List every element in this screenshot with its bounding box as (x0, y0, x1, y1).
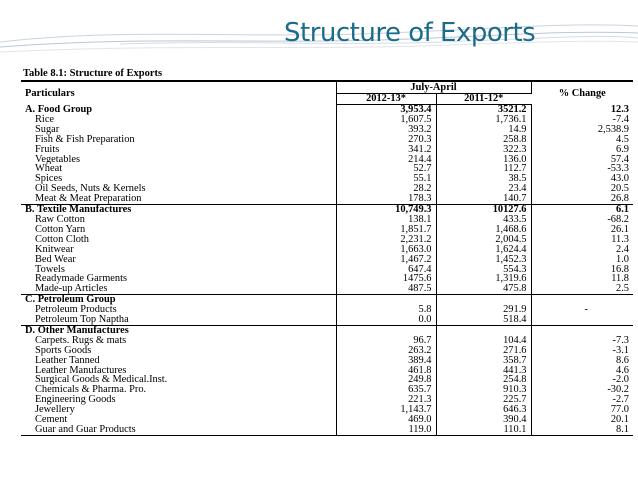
value-2011-12: 646.3 (436, 405, 531, 415)
table-row (21, 425, 633, 435)
row-label: C. Petroleum Group (21, 295, 336, 305)
percent-change (531, 315, 633, 325)
value-2012-13: 55.1 (336, 174, 436, 184)
row-label: Wheat (21, 164, 336, 174)
value-2011-12: 225.7 (436, 395, 531, 405)
table-row (21, 125, 633, 135)
percent-change: 8.1 (616, 425, 629, 435)
value-2012-13 (336, 295, 436, 305)
percent-change: 20.5 (610, 184, 629, 195)
value-2012-13: 3,953.4 (336, 105, 436, 115)
percent-change: -3.1 (612, 345, 629, 356)
percent-change: 20.1 (610, 415, 629, 425)
value-2012-13: 469.0 (336, 415, 436, 425)
value-2011-12: 1,624.4 (436, 245, 531, 255)
value-2012-13: 635.7 (336, 385, 436, 395)
table-row (21, 184, 633, 194)
percent-change: 11.3 (611, 234, 629, 245)
percent-change: 1.0 (616, 254, 629, 265)
value-2011-12: 441.3 (436, 366, 531, 376)
value-2011-12: 136.0 (436, 155, 531, 165)
percent-change: -7.3 (612, 335, 629, 346)
table-row (21, 265, 633, 275)
value-2011-12: 322.3 (436, 145, 531, 155)
row-label: Jewellery (21, 405, 336, 415)
table-group-row (21, 105, 633, 115)
row-label: Made-up Articles (21, 284, 336, 294)
value-2011-12: 3521.2 (436, 105, 531, 115)
table-row (21, 385, 633, 395)
value-2012-13: 10,749.3 (336, 205, 436, 215)
table-row (21, 194, 633, 204)
value-2012-13: 1475.6 (336, 274, 436, 284)
table-row (21, 305, 633, 315)
percent-change: 4.6 (616, 365, 629, 376)
header-particulars: Particulars (21, 81, 336, 105)
table-row (21, 315, 633, 325)
table-row (21, 415, 633, 425)
value-2012-13: 138.1 (336, 215, 436, 225)
value-2012-13: 214.4 (336, 155, 436, 165)
percent-change: 11.8 (611, 274, 629, 285)
table-row (21, 145, 633, 155)
percent-change (531, 325, 633, 335)
value-2011-12: 1,468.6 (436, 225, 531, 235)
percent-change: 57.4 (610, 154, 629, 165)
percent-change: 12.3 (610, 104, 629, 115)
value-2011-12: 910.3 (436, 385, 531, 395)
table-row (21, 395, 633, 405)
value-2012-13: 96.7 (336, 336, 436, 346)
value-2012-13: 178.3 (336, 194, 436, 204)
row-label: Chemicals & Pharma. Pro. (21, 385, 336, 395)
table-row (21, 274, 633, 284)
value-2012-13: 270.3 (336, 135, 436, 145)
value-2012-13: 461.8 (336, 366, 436, 376)
header-year-2012-13: 2012-13* (336, 94, 436, 105)
value-2011-12: 271.6 (436, 346, 531, 356)
percent-change: 4.5 (616, 134, 629, 145)
percent-change: -30.2 (607, 385, 629, 396)
row-label: D. Other Manufactures (21, 325, 336, 335)
row-label: Fish & Fish Preparation (21, 135, 336, 145)
value-2012-13: 393.2 (336, 125, 436, 135)
header-year-2011-12: 2011-12* (436, 94, 531, 105)
table-row (21, 164, 633, 174)
percent-change: 8.6 (616, 355, 629, 366)
row-label: Surgical Goods & Medical.Inst. (21, 375, 336, 385)
row-label: B. Textile Manufactures (21, 205, 336, 215)
percent-change: - (584, 305, 588, 316)
table-row (21, 255, 633, 265)
row-label: Guar and Guar Products (21, 425, 336, 435)
row-label: Meat & Meat Preparation (21, 194, 336, 204)
value-2011-12: 10127.6 (436, 205, 531, 215)
row-label: Cotton Yarn (21, 225, 336, 235)
percent-change: -53.3 (607, 164, 629, 175)
row-label: Engineering Goods (21, 395, 336, 405)
percent-change: 2.5 (616, 284, 629, 295)
row-label: Petroleum Products (21, 305, 336, 315)
value-2012-13: 1,851.7 (336, 225, 436, 235)
value-2011-12: 254.8 (436, 375, 531, 385)
value-2011-12: 38.5 (436, 174, 531, 184)
table-row (21, 405, 633, 415)
value-2012-13: 119.0 (336, 425, 436, 435)
exports-table (21, 80, 633, 436)
table-row (21, 115, 633, 125)
percent-change: 2,538.9 (597, 124, 629, 135)
percent-change: -68.2 (607, 214, 629, 225)
value-2012-13: 341.2 (336, 145, 436, 155)
row-label: Leather Manufactures (21, 366, 336, 376)
value-2012-13: 2,231.2 (336, 235, 436, 245)
table-row (21, 155, 633, 165)
table-group-row (21, 295, 633, 305)
value-2012-13: 28.2 (336, 184, 436, 194)
percent-change: 43.0 (610, 174, 629, 185)
row-label: Sugar (21, 125, 336, 135)
value-2012-13: 52.7 (336, 164, 436, 174)
table-row (21, 284, 633, 294)
value-2011-12: 1,736.1 (436, 115, 531, 125)
row-label: Towels (21, 265, 336, 275)
table-row (21, 225, 633, 235)
value-2011-12 (436, 325, 531, 335)
value-2011-12: 140.7 (436, 194, 531, 204)
value-2012-13: 647.4 (336, 265, 436, 275)
value-2011-12: 23.4 (436, 184, 531, 194)
value-2011-12: 110.1 (436, 425, 531, 435)
row-label: Spices (21, 174, 336, 184)
row-label: A. Food Group (21, 105, 336, 115)
row-label: Knitwear (21, 245, 336, 255)
table-title: Table 8.1: Structure of Exports (23, 68, 163, 79)
table-row (21, 346, 633, 356)
value-2012-13: 1,467.2 (336, 255, 436, 265)
value-2011-12: 104.4 (436, 336, 531, 346)
value-2012-13: 0.0 (336, 315, 436, 325)
percent-change: -7.4 (612, 114, 629, 125)
value-2012-13: 1,663.0 (336, 245, 436, 255)
table-row (21, 336, 633, 346)
row-label: Bed Wear (21, 255, 336, 265)
table-row (21, 135, 633, 145)
value-2011-12: 1,452.3 (436, 255, 531, 265)
row-label: Vegetables (21, 155, 336, 165)
percent-change (531, 295, 633, 305)
percent-change: -2.7 (612, 395, 629, 406)
value-2011-12: 112.7 (436, 164, 531, 174)
value-2011-12: 2,004.5 (436, 235, 531, 245)
value-2012-13: 5.8 (336, 305, 436, 315)
value-2012-13: 263.2 (336, 346, 436, 356)
value-2011-12: 475.8 (436, 284, 531, 294)
row-label: Cement (21, 415, 336, 425)
row-label: Readymade Garments (21, 274, 336, 284)
table-row (21, 375, 633, 385)
table-row (21, 356, 633, 366)
percent-change: 6.1 (531, 205, 633, 215)
row-label: Raw Cotton (21, 215, 336, 225)
value-2011-12: 358.7 (436, 356, 531, 366)
row-label: Carpets. Rugs & mats (21, 336, 336, 346)
row-label: Oil Seeds, Nuts & Kernels (21, 184, 336, 194)
table-row (21, 174, 633, 184)
value-2011-12: 1,319.6 (436, 274, 531, 284)
value-2012-13: 249.8 (336, 375, 436, 385)
row-label: Rice (21, 115, 336, 125)
row-label: Cotton Cloth (21, 235, 336, 245)
slide-title: Structure of Exports (284, 18, 536, 48)
value-2012-13: 389.4 (336, 356, 436, 366)
value-2012-13 (336, 325, 436, 335)
value-2012-13: 221.3 (336, 395, 436, 405)
percent-change: 26.8 (610, 194, 629, 205)
row-label: Sports Goods (21, 346, 336, 356)
value-2012-13: 1,607.5 (336, 115, 436, 125)
row-label: Petroleum Top Naptha (21, 315, 336, 325)
value-2011-12: 554.3 (436, 265, 531, 275)
value-2012-13: 1,143.7 (336, 405, 436, 415)
value-2011-12: 518.4 (436, 315, 531, 325)
table-row (21, 215, 633, 225)
value-2011-12: 291.9 (436, 305, 531, 315)
percent-change: 2.4 (616, 244, 629, 255)
percent-change: 16.8 (610, 264, 629, 275)
table-group-row (21, 205, 633, 215)
table-row (21, 235, 633, 245)
value-2011-12: 390.4 (436, 415, 531, 425)
value-2011-12: 258.8 (436, 135, 531, 145)
value-2012-13: 487.5 (336, 284, 436, 294)
value-2011-12 (436, 295, 531, 305)
row-label: Leather Tanned (21, 356, 336, 366)
value-2011-12: 433.5 (436, 215, 531, 225)
percent-change: -2.0 (612, 375, 629, 386)
percent-change: 6.9 (616, 144, 629, 155)
table-row (21, 245, 633, 255)
header-change: % Change (558, 87, 606, 99)
percent-change: 26.1 (610, 224, 629, 235)
header-period: July-April (336, 81, 531, 94)
value-2011-12: 14.9 (436, 125, 531, 135)
table-group-row (21, 325, 633, 335)
percent-change: 77.0 (610, 405, 629, 416)
table-row (21, 366, 633, 376)
row-label: Fruits (21, 145, 336, 155)
